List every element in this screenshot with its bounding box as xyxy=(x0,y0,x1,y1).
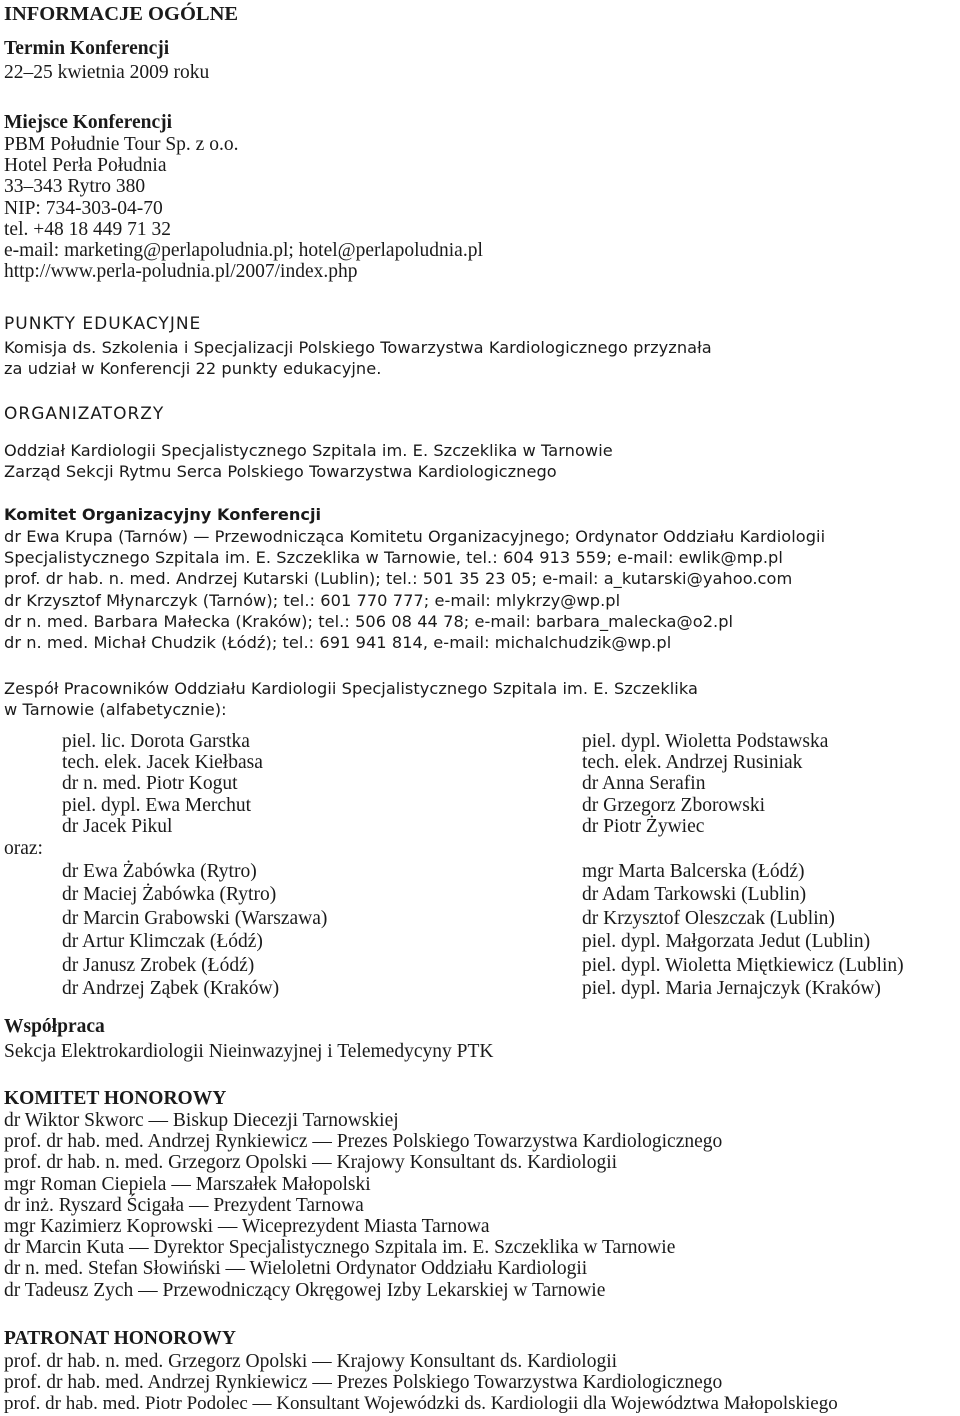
place-title: Miejsce Konferencji xyxy=(4,112,173,133)
honorary-committee-line: dr Tadeusz Zych — Przewodniczący Okręgowej Izby Lekarskiej w Tarnowie xyxy=(4,1279,606,1301)
term-value: 22–25 kwietnia 2009 roku xyxy=(4,62,210,83)
committee-line: Specjalistycznego Szpitala im. E. Szczeklika w Tarnowie, tel.: 604 913 559; e-mail: ewlik@mp.pl xyxy=(4,548,783,568)
also-member: dr Marcin Grabowski (Warszawa) xyxy=(62,907,328,929)
team-member: dr n. med. Piotr Kogut xyxy=(62,773,238,795)
honorary-committee-heading: KOMITET HONOROWY xyxy=(4,1088,227,1109)
also-member: dr Maciej Żabówka (Rytro) xyxy=(62,884,277,906)
team-member: piel. dypl. Wioletta Podstawska xyxy=(582,731,829,752)
points-block xyxy=(4,337,712,379)
also-member: mgr Marta Balcerska (Łódź) xyxy=(582,861,805,882)
organizer-line: Oddział Kardiologii Specjalistycznego Szpitala im. E. Szczeklika w Tarnowie xyxy=(4,441,613,460)
place-line: Hotel Perła Południa xyxy=(4,155,167,177)
also-list-right xyxy=(582,860,904,1000)
organizers-heading: ORGANIZATORZY xyxy=(4,404,165,424)
honorary-committee-block xyxy=(4,1110,722,1301)
honorary-committee-line: prof. dr hab. n. med. Grzegorz Opolski — Krajowy Konsultant ds. Kardiologii xyxy=(4,1152,618,1174)
team-member: piel. dypl. Ewa Merchut xyxy=(62,794,251,816)
honorary-patronage-line: prof. dr hab. n. med. Grzegorz Opolski — Krajowy Konsultant ds. Kardiologii xyxy=(4,1351,618,1372)
team-member: dr Grzegorz Zborowski xyxy=(582,794,766,816)
committee-title: Komitet Organizacyjny Konferencji xyxy=(4,505,322,524)
also-member: piel. dypl. Maria Jernajczyk (Kraków) xyxy=(582,978,881,1000)
honorary-patronage-block xyxy=(4,1351,838,1415)
honorary-patronage-heading: PATRONAT HONOROWY xyxy=(4,1328,237,1349)
also-member: dr Ewa Żabówka (Rytro) xyxy=(62,861,257,882)
cooperation-value: Sekcja Elektrokardiologii Nieinwazyjnej i Telemedycyny PTK xyxy=(4,1041,494,1062)
points-line: za udział w Konferencji 22 punkty edukacyjne. xyxy=(4,359,382,379)
also-member: piel. dypl. Małgorzata Jedut (Lublin) xyxy=(582,931,871,953)
also-member: dr Adam Tarkowski (Lublin) xyxy=(582,884,807,906)
place-website-link[interactable]: http://www.perla-poludnia.pl/2007/index.php xyxy=(4,261,358,283)
team-member: tech. elek. Jacek Kiełbasa xyxy=(62,752,263,774)
team-list-left xyxy=(62,731,263,837)
organizers-block xyxy=(4,440,613,482)
committee-line: dr n. med. Barbara Małecka (Kraków); tel.: 506 08 44 78; e-mail: barbara_malecka@o2.pl xyxy=(4,611,734,631)
honorary-committee-line: dr Wiktor Skworc — Biskup Diecezji Tarnowskiej xyxy=(4,1110,399,1131)
info-heading: INFORMACJE OGÓLNE xyxy=(4,3,239,25)
place-email[interactable]: e-mail: marketing@perlapoludnia.pl; hotel@perlapoludnia.pl xyxy=(4,240,483,262)
organizer-line: Zarząd Sekcji Rytmu Serca Polskiego Towarzystwa Kardiologicznego xyxy=(4,462,557,482)
term-title: Termin Konferencji xyxy=(4,38,170,59)
team-member: tech. elek. Andrzej Rusiniak xyxy=(582,752,803,774)
also-label: oraz: xyxy=(4,838,43,859)
honorary-committee-line: mgr Kazimierz Koprowski — Wiceprezydent Miasta Tarnowa xyxy=(4,1216,490,1238)
also-list-left xyxy=(62,860,327,1000)
team-intro-line: Zespół Pracowników Oddziału Kardiologii Specjalistycznego Szpitala im. E. Szczeklika xyxy=(4,679,698,698)
honorary-committee-line: prof. dr hab. med. Andrzej Rynkiewicz — Prezes Polskiego Towarzystwa Kardiologicznego xyxy=(4,1131,723,1153)
honorary-patronage-line: prof. dr hab. med. Piotr Podolec — Konsultant Wojewódzki ds. Kardiologii dla Województwa Małopolskiego xyxy=(4,1393,838,1415)
also-member: dr Andrzej Ząbek (Kraków) xyxy=(62,978,280,1000)
points-line: Komisja ds. Szkolenia i Specjalizacji Polskiego Towarzystwa Kardiologicznego przyznała xyxy=(4,338,712,357)
place-line: tel. +48 18 449 71 32 xyxy=(4,218,171,240)
also-member: dr Artur Klimczak (Łódź) xyxy=(62,931,263,953)
committee-line: dr n. med. Michał Chudzik (Łódź); tel.: 691 941 814, e-mail: michalchudzik@wp.pl xyxy=(4,633,672,653)
also-member: piel. dypl. Wioletta Miętkiewicz (Lublin) xyxy=(582,954,904,976)
also-member: dr Krzysztof Oleszczak (Lublin) xyxy=(582,907,835,929)
place-block xyxy=(4,134,483,282)
honorary-committee-line: dr inż. Ryszard Ścigała — Prezydent Tarnowa xyxy=(4,1194,364,1216)
also-member: dr Janusz Zrobek (Łódź) xyxy=(62,954,255,976)
team-member: dr Jacek Pikul xyxy=(62,815,173,837)
points-heading: PUNKTY EDUKACYJNE xyxy=(4,314,202,334)
team-list-right xyxy=(582,731,828,837)
team-intro-line: w Tarnowie (alfabetycznie): xyxy=(4,700,227,720)
team-member: piel. lic. Dorota Garstka xyxy=(62,731,250,752)
honorary-patronage-line: prof. dr hab. med. Andrzej Rynkiewicz — Prezes Polskiego Towarzystwa Kardiologicznego xyxy=(4,1372,723,1394)
team-member: dr Anna Serafin xyxy=(582,773,706,795)
place-line: 33–343 Rytro 380 xyxy=(4,176,146,198)
committee-block xyxy=(4,526,825,653)
committee-line: dr Ewa Krupa (Tarnów) — Przewodnicząca Komitetu Organizacyjnego; Ordynator Oddziału Kardiologii xyxy=(4,527,826,546)
honorary-committee-line: dr Marcin Kuta — Dyrektor Specjalistycznego Szpitala im. E. Szczeklika w Tarnowie xyxy=(4,1237,676,1259)
committee-line: prof. dr hab. n. med. Andrzej Kutarski (Lublin); tel.: 501 35 23 05; e-mail: a_kutarski@yahoo.com xyxy=(4,569,793,589)
place-line: PBM Południe Tour Sp. z o.o. xyxy=(4,134,239,155)
honorary-committee-line: mgr Roman Ciepiela — Marszałek Małopolski xyxy=(4,1173,371,1195)
team-intro xyxy=(4,678,698,720)
team-member: dr Piotr Żywiec xyxy=(582,815,705,837)
honorary-committee-line: dr n. med. Stefan Słowiński — Wieloletni Ordynator Oddziału Kardiologii xyxy=(4,1258,588,1280)
committee-line: dr Krzysztof Młynarczyk (Tarnów); tel.: 601 770 777; e-mail: mlykrzy@wp.pl xyxy=(4,590,621,610)
place-line: NIP: 734-303-04-70 xyxy=(4,197,163,219)
cooperation-title: Współpraca xyxy=(4,1016,105,1037)
